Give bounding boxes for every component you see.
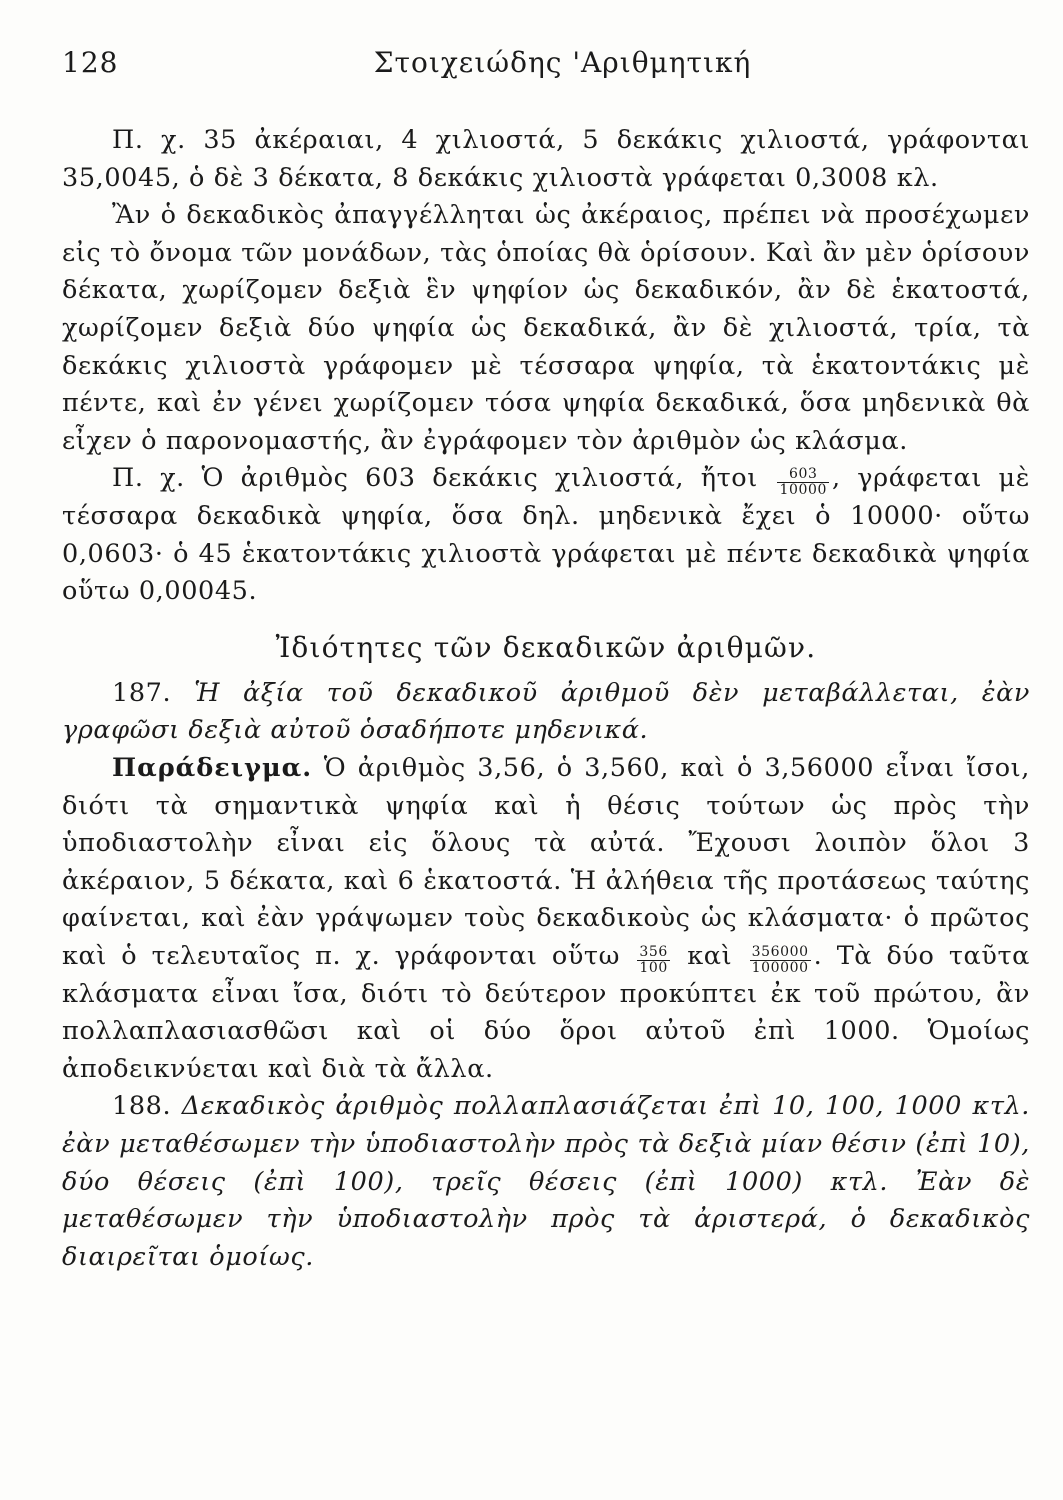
theorem-statement: Ἡ ἀξία τοῦ δεκαδικοῦ ἀριθμοῦ δὲν μεταβάλλεται, ἐὰν γραφῶσι δεξιὰ αὐτοῦ ὁσαδήποτε μηδενικά. [62,677,1030,746]
paragraph-example-1: Π. χ. 35 ἀκέραιαι, 4 χιλιοστά, 5 δεκάκις χιλιοστά, γράφονται 35,0045, ὁ δὲ 3 δέκατα, 8 δεκάκις χιλιοστὰ γράφεται 0,3008 κλ. [62,125,1030,193]
fraction [750,945,811,976]
fraction [777,467,829,498]
example-label: Παράδειγμα. [112,753,313,783]
section-heading: Ἰδιότητες τῶν δεκαδικῶν ἀριθμῶν. [275,630,817,664]
fraction-denominator: 100 [639,959,668,976]
page-number: 128 [62,46,119,79]
fraction-numerator: 356 [639,943,668,960]
theorem-statement: Δεκαδικὸς ἀριθμὸς πολλαπλασιάζεται ἐπὶ 10, 100, 1000 κτλ. ἐὰν μεταθέσωμεν τὴν ὑποδιαστολὴν πρὸς τὰ δεξιὰ μίαν θέσιν (ἐπὶ 10), δύο θέσεις (ἐπὶ 100), τρεῖς θέσεις (ἐπὶ 1000) κτλ. Ἐὰν δὲ μεταθέσωμεν τὴν ὑποδιαστολὴν πρὸς τὰ ἀριστερά, ὁ δεκαδικὸς διαιρεῖται ὁμοίως. [62,1091,1030,1272]
paragraph-rule: Ἂν ὁ δεκαδικὸς ἀπαγγέλληται ὡς ἀκέραιος, πρέπει νὰ προσέχωμεν εἰς τὸ ὄνομα τῶν μονάδων, τὰς ὁποίας θὰ ὁρίσουν. Καὶ ἂν μὲν ὁρίσουν δέκατα, χωρίζομεν δεξιὰ ἓν ψηφίον ὡς δεκαδικόν, ἂν δὲ ἑκατοστά, χωρίζομεν δεξιὰ δύο ψηφία ὡς δεκαδικά, ἂν δὲ χιλιοστά, τρία, τὰ δεκάκις χιλιοστὰ γράφομεν μὲ τέσσαρα ψηφία, τὰ ἑκατοντάκις μὲ πέντε, καὶ ἐν γένει χωρίζομεν τόσα ψηφία δεκαδικά, ὅσα μηδενικὰ θὰ εἶχεν ὁ παρονομαστής, ἂν ἐγράφομεν τὸν ἀριθμὸν ὡς κλάσμα. [62,200,1030,456]
paragraph-187 [62,675,1030,750]
page-body [62,122,1030,1276]
paragraph-example-3 [62,750,1030,1088]
paragraph-text: , γράφεται μὲ τέσσαρα δεκαδικὰ ψηφία, ὅσα δηλ. μηδενικὰ ἔχει ὁ 10000· οὕτω 0,0603· ὁ 45 ἑκατοντάκις χιλιοστὰ γράφεται μὲ πέντε δεκαδικὰ ψηφία οὕτω 0,00045. [62,463,1031,607]
paragraph-example-2 [62,460,1030,610]
fraction-denominator: 100000 [751,959,809,976]
fraction-numerator: 356000 [751,943,809,960]
page-header [62,46,1023,96]
paragraph-text: Π. χ. Ὁ ἀριθμὸς 603 δεκάκις χιλιοστά, ἤτοι [112,463,758,494]
section-number: 188. [112,1091,172,1122]
running-title: Στοιχειώδης 'Αριθμητική [373,46,752,79]
fraction-numerator: 603 [777,467,829,483]
paragraph-text: . Τὰ δύο ταῦτα κλάσματα εἶναι ἴσα, διότι τὸ δεύτερον προκύπτει ἐκ τοῦ πρώτου, ἂν πολλαπλασιασθῶσι καὶ οἱ δύο ὅροι αὐτοῦ ἐπὶ 1000. Ὁμοίως ἀποδεικνύεται καὶ διὰ τὰ ἄλλα. [62,940,1030,1084]
paragraph-188 [62,1088,1030,1276]
fraction-denominator: 10000 [779,482,828,499]
section-number: 187. [112,677,172,708]
conjunction: καὶ [687,940,733,971]
paragraph-text: Ὁ ἀριθμὸς 3,56, ὁ 3,560, καὶ ὁ 3,56000 εἶναι ἴσοι, διότι τὰ σημαντικὰ ψηφία καὶ ἡ θέσις τούτων ὡς πρὸς τὴν ὑποδιαστολὴν εἶναι εἰς ὅλους τὰ αὐτά. Ἔχουσι λοιπὸν ὅλοι 3 ἀκέραιον, 5 δέκατα, καὶ 6 ἑκατοστά. Ἡ ἀλήθεια τῆς προτάσεως ταύτης φαίνεται, καὶ ἐὰν γράψωμεν τοὺς δεκαδικοὺς ὡς κλάσματα· ὁ πρῶτος καὶ ὁ τελευταῖος π. χ. γράφονται οὕτω [62,753,1030,971]
fraction [637,945,670,976]
